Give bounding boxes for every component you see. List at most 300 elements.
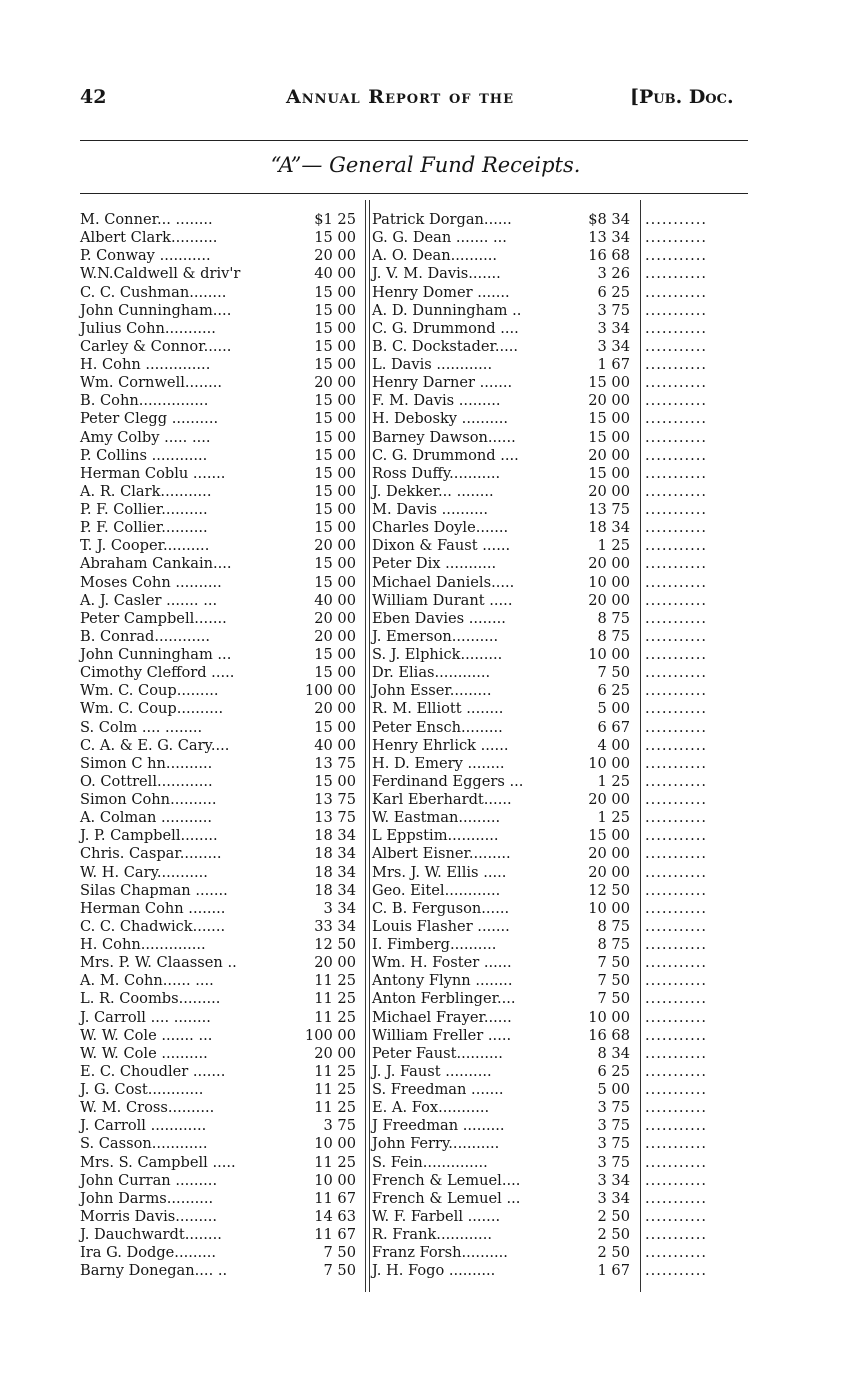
blank-dot-leader: ...........	[645, 374, 708, 392]
payer-name: A. D. Dunningham ..	[372, 301, 522, 319]
amount: 4 00	[597, 736, 630, 754]
payer-name: C. A. & E. G. Cary....	[80, 736, 230, 754]
blank-dot-leader: ...........	[645, 482, 708, 500]
receipt-row	[372, 247, 630, 265]
amount: 3 75	[597, 1135, 630, 1153]
blank-dot-leader: ...........	[645, 1117, 708, 1135]
blank-dot-leader: ...........	[645, 990, 708, 1008]
receipt-row	[80, 483, 358, 501]
amount: 11 25	[314, 1081, 356, 1098]
receipt-row	[372, 1027, 630, 1045]
payer-name: J. Dauchwardt........	[80, 1226, 222, 1243]
amount: 6 25	[597, 1062, 630, 1080]
amount: 15 00	[588, 374, 630, 392]
receipt-row	[372, 574, 630, 592]
payer-name: H. Cohn ..............	[80, 356, 211, 373]
amount: 3 75	[597, 301, 630, 319]
receipt-row	[80, 1045, 358, 1063]
receipt-row	[372, 700, 630, 718]
payer-name: J. J. Faust ..........	[372, 1062, 492, 1080]
receipt-row	[372, 302, 630, 320]
amount: 15 00	[314, 573, 356, 591]
blank-dot-leader: ...........	[645, 827, 708, 845]
payer-name: I. Fimberg..........	[372, 936, 497, 953]
receipt-row	[80, 501, 358, 519]
receipt-row	[372, 737, 630, 755]
payer-name: Peter Clegg ..........	[80, 410, 219, 428]
amount: 15 00	[314, 319, 356, 337]
payer-name: J. Carroll ............	[80, 1117, 207, 1135]
receipt-row	[80, 392, 358, 410]
receipt-row	[372, 1081, 630, 1099]
amount: 14 63	[314, 1207, 356, 1225]
payer-name: W. M. Cross..........	[80, 1099, 215, 1117]
payer-name: C. C. Cushman........	[80, 283, 227, 301]
amount: 40 00	[314, 591, 356, 609]
receipt-row	[372, 791, 630, 809]
payer-name: W. W. Cole ..........	[80, 1044, 208, 1062]
amount: 10 00	[588, 899, 630, 917]
amount: 8 75	[597, 917, 630, 935]
amount: 3 34	[597, 1171, 630, 1189]
payer-name: Peter Faust..........	[372, 1044, 503, 1062]
receipts-column-3	[645, 211, 755, 1280]
amount: 15 00	[314, 301, 356, 319]
receipt-row	[372, 755, 630, 773]
payer-name: Patrick Dorgan......	[372, 211, 512, 228]
table-top-rule	[80, 193, 748, 194]
blank-dot-leader: ...........	[645, 936, 708, 953]
blank-dot-leader: ...........	[645, 809, 708, 827]
payer-name: A. M. Cohn...... ....	[80, 972, 214, 990]
receipt-row	[372, 628, 630, 646]
payer-name: S. Freedman .......	[372, 1081, 504, 1098]
amount: 10 00	[314, 1135, 356, 1153]
amount: 11 25	[314, 1153, 356, 1171]
payer-name: C. C. Chadwick.......	[80, 917, 226, 935]
amount: $1 25	[314, 211, 356, 228]
receipt-row	[80, 882, 358, 900]
amount: 15 00	[314, 464, 356, 482]
payer-name: J. V. M. Davis.......	[372, 265, 501, 283]
payer-name: C. B. Ferguson......	[372, 899, 510, 917]
amount: 20 00	[314, 374, 356, 392]
amount: 15 00	[314, 501, 356, 518]
amount: 15 00	[314, 646, 356, 663]
blank-dot-leader: ...........	[645, 1008, 708, 1026]
receipt-row	[80, 555, 358, 573]
payer-name: T. J. Cooper..........	[80, 537, 210, 555]
payer-name: G. G. Dean ....... ...	[372, 229, 507, 247]
payer-name: Henry Domer .......	[372, 283, 510, 301]
receipt-row	[80, 1081, 358, 1099]
payer-name: W. Eastman.........	[372, 809, 501, 827]
receipt-row	[80, 700, 358, 718]
payer-name: John Ferry...........	[372, 1135, 500, 1153]
amount: 6 25	[597, 682, 630, 700]
blank-dot-leader: ...........	[645, 356, 708, 373]
amount: 20 00	[314, 537, 356, 555]
amount: 18 34	[314, 863, 356, 881]
amount: 15 00	[314, 392, 356, 410]
receipt-row	[372, 936, 630, 954]
blank-dot-leader: ...........	[645, 646, 708, 663]
payer-name: Anton Ferblinger....	[372, 990, 516, 1008]
receipt-row	[372, 954, 630, 972]
blank-dot-leader: ...........	[645, 954, 708, 972]
receipt-row	[80, 574, 358, 592]
payer-name: Antony Flynn ........	[372, 972, 513, 990]
column-divider	[365, 200, 366, 1292]
payer-name: P. Conway ...........	[80, 247, 211, 265]
payer-name: H. D. Emery ........	[372, 754, 505, 772]
receipt-row	[372, 1154, 630, 1172]
receipt-row	[80, 737, 358, 755]
amount: 1 67	[597, 1262, 630, 1280]
amount: 15 00	[588, 827, 630, 845]
receipt-row	[80, 302, 358, 320]
receipt-row	[372, 320, 630, 338]
amount: 1 25	[597, 772, 630, 790]
receipt-row	[372, 519, 630, 537]
blank-dot-leader: ...........	[645, 627, 708, 645]
blank-dot-leader: ...........	[645, 1207, 708, 1225]
pub-doc-label: [Pub. Doc.	[630, 86, 734, 108]
receipt-row	[80, 320, 358, 338]
receipt-row	[372, 1226, 630, 1244]
payer-name: S. Fein..............	[372, 1153, 488, 1171]
amount: 15 00	[314, 482, 356, 500]
receipt-row	[80, 1244, 358, 1262]
amount: 13 75	[314, 791, 356, 808]
payer-name: Herman Cohn ........	[80, 899, 226, 917]
receipt-row	[372, 211, 630, 229]
receipts-column-2	[372, 211, 630, 1280]
payer-name: Mrs. P. W. Claassen ..	[80, 954, 237, 972]
amount: 3 75	[597, 1153, 630, 1171]
amount: 7 50	[597, 972, 630, 990]
payer-name: B. Cohn...............	[80, 392, 209, 410]
payer-name: P. Collins ............	[80, 446, 208, 464]
amount: 6 25	[597, 283, 630, 301]
payer-name: F. M. Davis .........	[372, 392, 501, 410]
blank-dot-leader: ...........	[645, 319, 708, 337]
payer-name: Louis Flasher .......	[372, 917, 510, 935]
payer-name: Mrs. J. W. Ellis .....	[372, 863, 507, 881]
payer-name: Wm. C. Coup.........	[80, 682, 219, 700]
receipt-row	[80, 1190, 358, 1208]
amount: 20 00	[314, 627, 356, 645]
page-number: 42	[80, 86, 107, 108]
amount: 7 50	[597, 990, 630, 1008]
payer-name: Barny Donegan.... ..	[80, 1262, 228, 1280]
amount: 15 00	[314, 229, 356, 247]
amount: 3 34	[597, 319, 630, 337]
receipt-row	[372, 483, 630, 501]
receipt-row	[372, 1172, 630, 1190]
receipt-row	[372, 827, 630, 845]
amount: 40 00	[314, 265, 356, 283]
payer-name: R. M. Elliott ........	[372, 700, 504, 718]
receipt-row	[80, 410, 358, 428]
payer-name: Cimothy Clefford .....	[80, 664, 235, 682]
amount: 1 25	[597, 537, 630, 555]
amount: 15 00	[314, 718, 356, 736]
receipt-row	[372, 773, 630, 791]
payer-name: John Esser.........	[372, 682, 492, 700]
amount: 13 75	[588, 501, 630, 518]
payer-name: Geo. Eitel............	[372, 881, 501, 899]
amount: 20 00	[588, 446, 630, 464]
payer-name: Peter Ensch.........	[372, 718, 503, 736]
receipt-row	[372, 918, 630, 936]
payer-name: Abraham Cankain....	[80, 555, 232, 573]
blank-dot-leader: ...........	[645, 229, 708, 247]
blank-dot-leader: ...........	[645, 555, 708, 573]
amount: 10 00	[314, 1171, 356, 1189]
amount: 15 00	[314, 519, 356, 537]
amount: 18 34	[588, 519, 630, 537]
blank-dot-leader: ...........	[645, 700, 708, 718]
amount: 20 00	[588, 555, 630, 573]
amount: 5 00	[597, 1081, 630, 1098]
blank-dot-leader: ...........	[645, 791, 708, 808]
amount: 7 50	[597, 664, 630, 682]
receipt-row	[80, 1226, 358, 1244]
amount: 20 00	[314, 247, 356, 265]
receipt-row	[80, 1208, 358, 1226]
blank-dot-leader: ...........	[645, 591, 708, 609]
amount: 3 75	[597, 1099, 630, 1117]
receipt-row	[372, 682, 630, 700]
amount: 15 00	[314, 428, 356, 446]
payer-name: O. Cottrell............	[80, 772, 213, 790]
payer-name: Peter Dix ...........	[372, 555, 497, 573]
receipt-row	[80, 1117, 358, 1135]
running-title: Annual Report of the	[286, 86, 514, 108]
payer-name: J. Emerson..........	[372, 627, 499, 645]
column-divider	[640, 200, 641, 1292]
amount: 10 00	[588, 1008, 630, 1026]
amount: 8 34	[597, 1044, 630, 1062]
payer-name: J. Dekker... ........	[372, 482, 494, 500]
receipt-row	[80, 918, 358, 936]
amount: 11 25	[314, 1062, 356, 1080]
receipt-row	[80, 519, 358, 537]
receipt-row	[80, 972, 358, 990]
payer-name: French & Lemuel....	[372, 1171, 521, 1189]
receipt-row	[372, 1117, 630, 1135]
blank-dot-leader: ...........	[645, 501, 708, 518]
payer-name: Ira G. Dodge.........	[80, 1244, 217, 1262]
blank-dot-leader: ...........	[645, 247, 708, 265]
receipt-row	[372, 1190, 630, 1208]
payer-name: Amy Colby ..... ....	[80, 428, 211, 446]
blank-dot-leader: ...........	[645, 464, 708, 482]
payer-name: H. Debosky ..........	[372, 410, 509, 428]
receipt-row	[372, 1063, 630, 1081]
amount: 15 00	[314, 337, 356, 355]
amount: 11 25	[314, 972, 356, 990]
receipt-row	[372, 719, 630, 737]
blank-dot-leader: ...........	[645, 972, 708, 990]
amount: 11 67	[314, 1226, 356, 1243]
amount: 1 25	[597, 809, 630, 827]
receipt-row	[80, 755, 358, 773]
amount: 12 50	[314, 936, 356, 953]
amount: 11 25	[314, 990, 356, 1008]
blank-dot-leader: ...........	[645, 410, 708, 428]
receipt-row	[372, 392, 630, 410]
payer-name: W.N.Caldwell & driv'r	[80, 265, 241, 283]
blank-dot-leader: ...........	[645, 1135, 708, 1153]
receipt-row	[80, 1009, 358, 1027]
amount: 11 67	[314, 1189, 356, 1207]
blank-dot-leader: ...........	[645, 772, 708, 790]
receipt-row	[80, 1154, 358, 1172]
amount: 16 68	[588, 1026, 630, 1044]
amount: 3 34	[597, 337, 630, 355]
amount: 3 34	[323, 899, 356, 917]
payer-name: E. C. Choudler .......	[80, 1062, 226, 1080]
amount: 20 00	[588, 845, 630, 863]
payer-name: M. Conner... ........	[80, 211, 213, 228]
blank-dot-leader: ...........	[645, 1062, 708, 1080]
receipt-row	[80, 791, 358, 809]
payer-name: Silas Chapman .......	[80, 881, 228, 899]
receipt-row	[80, 990, 358, 1008]
receipt-row	[372, 646, 630, 664]
amount: $8 34	[588, 211, 630, 228]
amount: 20 00	[588, 482, 630, 500]
amount: 11 25	[314, 1099, 356, 1117]
receipt-row	[80, 284, 358, 302]
amount: 20 00	[314, 1044, 356, 1062]
receipt-row	[372, 447, 630, 465]
payer-name: Dixon & Faust ......	[372, 537, 511, 555]
amount: 15 00	[314, 410, 356, 428]
payer-name: J. Carroll .... ........	[80, 1008, 211, 1026]
amount: 15 00	[588, 428, 630, 446]
receipt-row	[80, 247, 358, 265]
payer-name: C. G. Drummond ....	[372, 446, 519, 464]
payer-name: Peter Campbell.......	[80, 609, 227, 627]
receipt-row	[80, 682, 358, 700]
payer-name: Simon Cohn..........	[80, 791, 217, 808]
receipt-row	[372, 1045, 630, 1063]
amount: 15 00	[314, 664, 356, 682]
payer-name: J Freedman .........	[372, 1117, 505, 1135]
amount: 5 00	[597, 700, 630, 718]
payer-name: S. J. Elphick.........	[372, 646, 503, 663]
amount: 13 75	[314, 754, 356, 772]
blank-dot-leader: ...........	[645, 1171, 708, 1189]
amount: 2 50	[597, 1244, 630, 1262]
payer-name: J. G. Cost............	[80, 1081, 204, 1098]
amount: 15 00	[314, 446, 356, 464]
payer-name: L. R. Coombs.........	[80, 990, 221, 1008]
payer-name: John Curran .........	[80, 1171, 218, 1189]
payer-name: A. Colman ...........	[80, 809, 213, 827]
receipt-row	[80, 936, 358, 954]
receipt-row	[372, 284, 630, 302]
receipts-column-1	[80, 211, 358, 1280]
payer-name: S. Casson............	[80, 1135, 208, 1153]
amount: 3 34	[597, 1189, 630, 1207]
amount: 18 34	[314, 827, 356, 845]
amount: 18 34	[314, 881, 356, 899]
blank-dot-leader: ...........	[645, 337, 708, 355]
receipt-row	[80, 1262, 358, 1280]
payer-name: S. Colm .... ........	[80, 718, 203, 736]
amount: 2 50	[597, 1207, 630, 1225]
amount: 3 75	[323, 1117, 356, 1135]
receipt-row	[80, 1172, 358, 1190]
payer-name: Chris. Caspar.........	[80, 845, 222, 863]
blank-dot-leader: ...........	[645, 1153, 708, 1171]
amount: 15 00	[314, 283, 356, 301]
blank-dot-leader: ...........	[645, 1262, 708, 1280]
receipt-row	[80, 628, 358, 646]
payer-name: Charles Doyle.......	[372, 519, 509, 537]
amount: 3 26	[597, 265, 630, 283]
payer-name: Wm. Cornwell........	[80, 374, 223, 392]
blank-dot-leader: ...........	[645, 845, 708, 863]
receipt-row	[372, 356, 630, 374]
column-divider	[369, 200, 370, 1292]
amount: 15 00	[588, 464, 630, 482]
blank-dot-leader: ...........	[645, 1226, 708, 1243]
payer-name: Albert Eisner.........	[372, 845, 511, 863]
payer-name: H. Cohn..............	[80, 936, 206, 953]
receipt-row	[372, 610, 630, 628]
header-rule	[80, 140, 748, 141]
receipt-row	[80, 338, 358, 356]
receipt-row	[80, 465, 358, 483]
amount: 33 34	[314, 917, 356, 935]
receipt-row	[372, 1099, 630, 1117]
amount: 15 00	[588, 410, 630, 428]
receipt-row	[80, 1135, 358, 1153]
blank-dot-leader: ...........	[645, 718, 708, 736]
amount: 16 68	[588, 247, 630, 265]
payer-name: P. F. Collier..........	[80, 501, 208, 518]
amount: 40 00	[314, 736, 356, 754]
amount: 20 00	[314, 609, 356, 627]
amount: 8 75	[597, 609, 630, 627]
amount: 6 67	[597, 718, 630, 736]
payer-name: Ross Duffy...........	[372, 464, 501, 482]
payer-name: W. W. Cole ....... ...	[80, 1026, 213, 1044]
receipt-row	[80, 1063, 358, 1081]
blank-dot-leader: ...........	[645, 519, 708, 537]
blank-dot-leader: ...........	[645, 573, 708, 591]
amount: 7 50	[323, 1244, 356, 1262]
receipt-row	[80, 900, 358, 918]
blank-dot-leader: ...........	[645, 211, 708, 228]
receipt-row	[372, 465, 630, 483]
payer-name: B. Conrad............	[80, 627, 211, 645]
payer-name: John Cunningham ...	[80, 646, 232, 663]
blank-dot-leader: ...........	[645, 1044, 708, 1062]
amount: 15 00	[314, 555, 356, 573]
payer-name: E. A. Fox...........	[372, 1099, 490, 1117]
payer-name: Franz Forsh..........	[372, 1244, 508, 1262]
receipt-row	[372, 1135, 630, 1153]
payer-name: L Eppstim...........	[372, 827, 499, 845]
amount: 13 75	[314, 809, 356, 827]
payer-name: W. H. Cary...........	[80, 863, 208, 881]
